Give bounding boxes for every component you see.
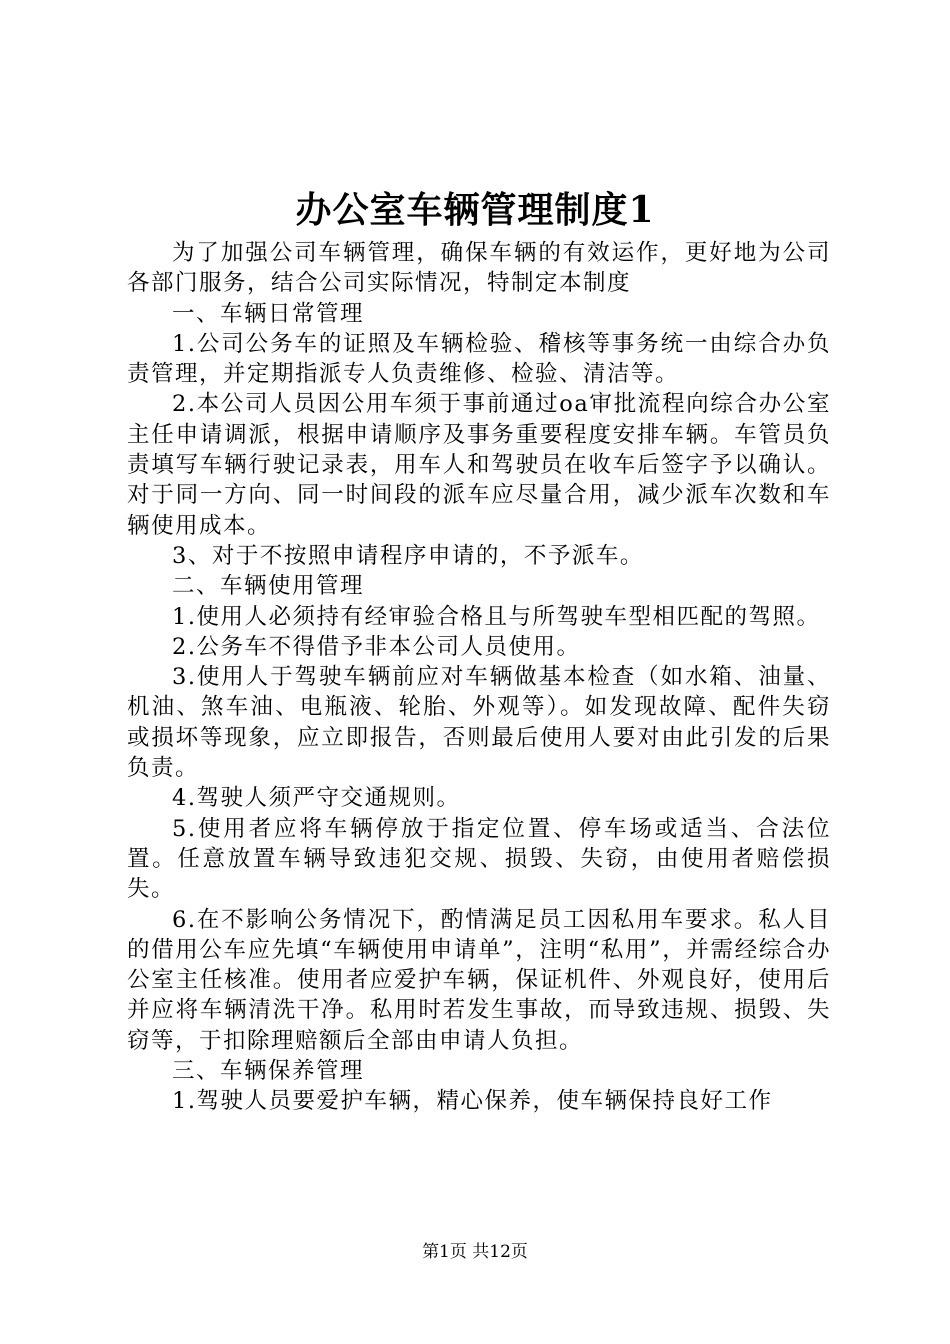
section-heading-3: 三、车辆保养管理 [172,1058,365,1085]
paragraph: 5.使用者应将车辆停放于指定位置、停车场或适当、合法位置。任意放置车辆导致违犯交规、损毁、失窃，由使用者赔偿损失。 [127,815,831,903]
page-number-footer: 第1页 共12页 [422,1242,528,1262]
document-title: 办公室车辆管理制度1 [295,189,655,231]
paragraph: 6.在不影响公务情况下，酌情满足员工因私用车要求。私人目的借用公车应先填“车辆使用申请单”，注明“私用”，并需经综合办公室主任核准。使用者应爱护车辆，保证机件、外观良好，使用后并应将车辆清洗干净。私用时若发生事故，而导致违规、损毁、失窃等，于扣除理赔额后全部由申请人负担。 [127,906,831,1054]
paragraph: 1.公司公务车的证照及车辆检验、稽核等事务统一由综合办负责管理，并定期指派专人负责维修、检验、清洁等。 [127,330,831,388]
paragraph: 2.公务车不得借予非本公司人员使用。 [172,633,581,660]
paragraph: 2.本公司人员因公用车须于事前通过oa审批流程向综合办公室主任申请调派，根据申请顺序及事务重要程度安排车辆。车管员负责填写车辆行驶记录表，用车人和驾驶员在收车后签字予以确认。对于同一方向、同一时间段的派车应尽量合用，减少派车次数和车辆使用成本。 [127,391,831,539]
paragraph: 4.驾驶人须严守交通规则。 [172,785,461,812]
paragraph: 3、对于不按照申请程序申请的，不予派车。 [172,542,644,569]
paragraph-intro: 为了加强公司车辆管理，确保车辆的有效运作，更好地为公司各部门服务，结合公司实际情况，特制定本制度 [127,240,831,297]
document-body [127,238,831,1117]
paragraph: 1.使用人必须持有经审验合格且与所驾驶车型相匹配的驾照。 [172,603,821,630]
paragraph: 1.驾驶人员要爱护车辆，精心保养，使车辆保持良好工作 [172,1088,773,1115]
section-heading-1: 一、车辆日常管理 [172,300,365,327]
section-heading-2: 二、车辆使用管理 [172,573,365,600]
paragraph: 3.使用人于驾驶车辆前应对车辆做基本检查（如水箱、油量、机油、煞车油、电瓶液、轮胎、外观等）。如发现故障、配件失窃或损坏等现象，应立即报告，否则最后使用人要对由此引发的后果负责。 [127,664,831,782]
